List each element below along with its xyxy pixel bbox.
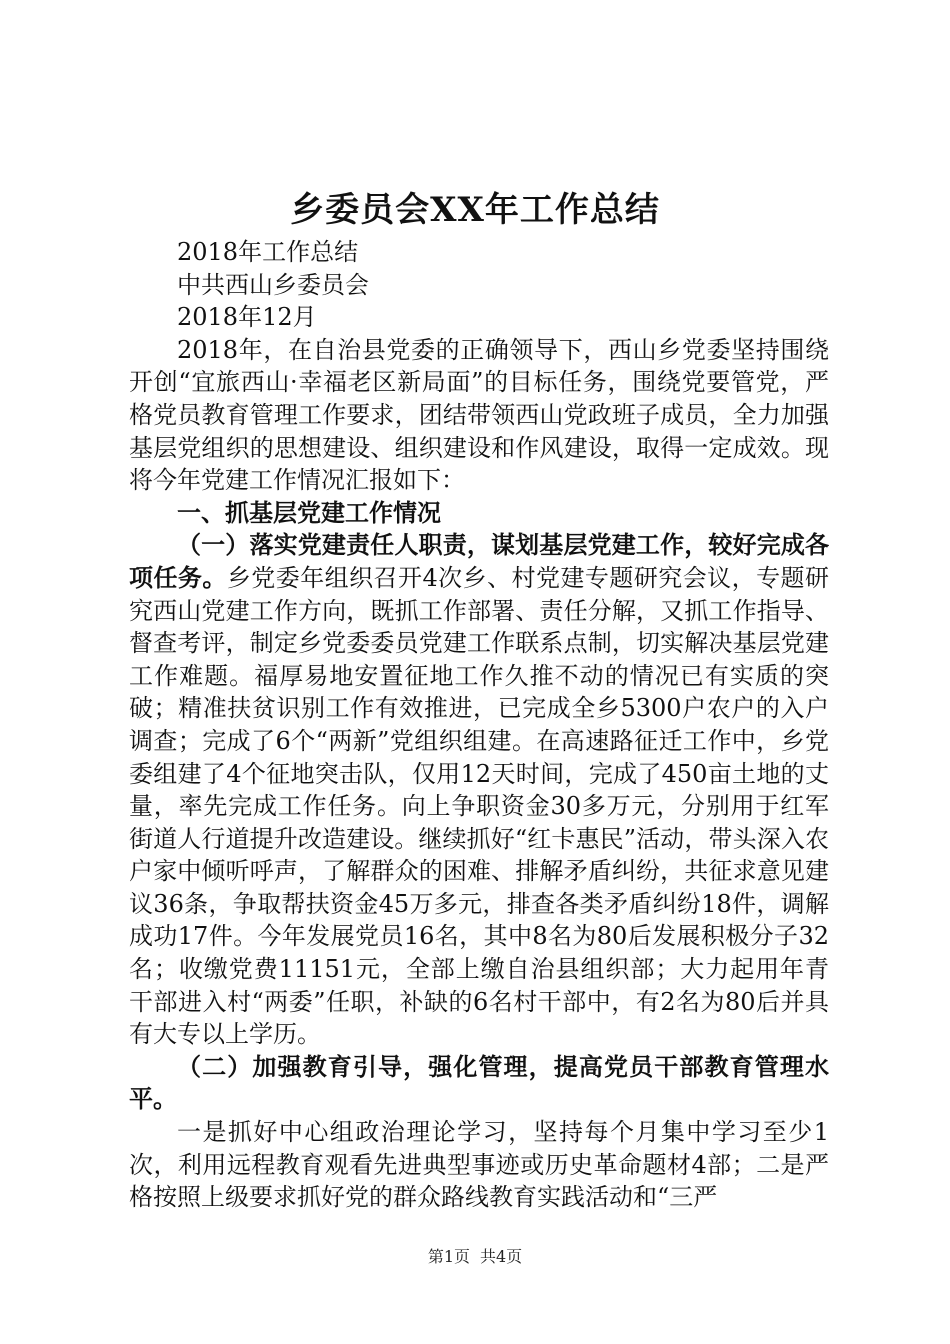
- header-line-organization: 中共西山乡委员会: [177, 270, 369, 299]
- page-footer: [0, 1246, 950, 1268]
- subsection-2-body: 一是抓好中心组政治理论学习，坚持每个月集中学习至少1次，利用远程教育观看先进典型事迹或历史革命题材4部；二是严格按照上级要求抓好党的群众路线教育实践活动和“三严: [129, 1118, 829, 1212]
- document-title: 乡委员会XX年工作总结: [290, 190, 660, 230]
- subsection-1-body: 乡党委年组织召开4次乡、村党建专题研究会议，专题研究西山党建工作方向，既抓工作部署、责任分解，又抓工作指导、督查考评，制定乡党委委员党建工作联系点制，切实解决基层党建工作难题。福厚易地安置征地工作久推不动的情况已有实质的突破；精准扶贫识别工作有效推进，已完成全乡5300户农户的入户调查；完成了6个“两新”党组织组建。在高速路征迁工作中，乡党委组建了4个征地突击队，仅用12天时间，完成了450亩土地的丈量，率先完成工作任务。向上争职资金30多万元，分别用于红军街道人行道提升改造建设。继续抓好“红卡惠民”活动，带头深入农户家中倾听呼声，了解群众的困难、排解矛盾纠纷，共征求意见建议36条，争取帮扶资金45万多元，排查各类矛盾纠纷18件，调解成功17件。今年发展党员16名，其中8名为80后发展积极分子32名；收缴党费11151元，全部上缴自治县组织部；大力起用年青干部进入村“两委”任职，补缺的6名村干部中，有2名为80后并具有大专以上学历。: [129, 563, 829, 1049]
- header-line-summary: 2018年工作总结: [177, 238, 359, 266]
- subsection-2-heading: （二）加强教育引导，强化管理，提高党员干部教育管理水平。: [129, 1052, 829, 1114]
- section-heading-1: 一、抓基层党建工作情况: [177, 498, 441, 527]
- document-body: [129, 236, 829, 1214]
- header-line-date: 2018年12月: [177, 303, 317, 332]
- page-number-total: 共4页: [480, 1247, 523, 1266]
- intro-paragraph: 2018年，在自治县党委的正确领导下，西山乡党委坚持围绕开创“宜旅西山·幸福老区新局面”的目标任务，围绕党要管党，严格党员教育管理工作要求，团结带领西山党政班子成员，全力加强基层党组织的思想建设、组织建设和作风建设，取得一定成效。现将今年党建工作情况汇报如下：: [129, 335, 829, 495]
- subsection-1-paragraph: [129, 529, 829, 1051]
- subsection-1-heading: （一）落实党建责任人职责，谋划基层党建工作，较好完成各项任务。: [129, 531, 829, 592]
- page-number-current: 第1页: [427, 1247, 470, 1266]
